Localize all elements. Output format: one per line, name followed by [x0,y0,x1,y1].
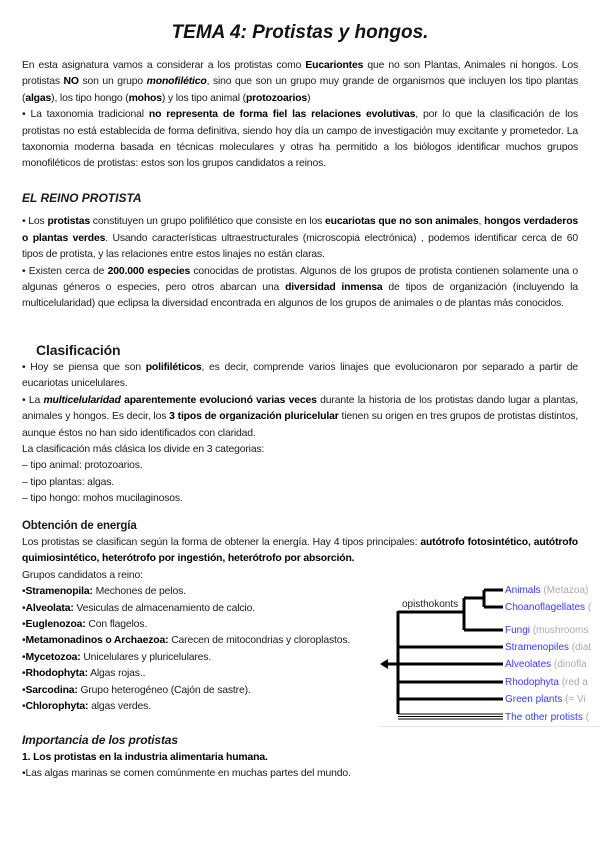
text: • [22,684,26,696]
bold-text: algas [25,92,52,104]
leaf-note: (mushrooms [530,625,589,636]
bold-text: NO [63,76,79,88]
leaf-note: (diat [568,642,592,653]
paragraph [22,107,578,173]
text: • [22,602,26,614]
reino-body [22,214,578,312]
leaf-link[interactable]: Fungi [505,625,531,636]
paragraph [22,535,578,568]
paragraph [22,393,578,442]
text: En esta asignatura vamos a considerar a los protistas como [22,60,306,71]
tree-leaf[interactable] [505,659,587,670]
paragraph [22,442,578,458]
text: ) [307,92,311,104]
leaf-note: ( [582,712,589,723]
text: ), los tipo hongo ( [51,92,129,104]
text: ) y los tipo animal ( [161,92,246,104]
bold-text: protozoarios [245,92,308,104]
tree-leaf[interactable] [505,585,588,596]
tree-leaves [505,585,592,723]
text: . Usando características ultraestructurales (microscopia electrónica) , podemos identificar cerca de 60 tipos de protista, y las relaciones entre estos linajes no están claras. [22,232,578,261]
tree-svg [378,580,600,726]
bold-text: autótrofo fotosintético, autótrofo quimiosintético, heterótrofo por ingestión, heterótrofo por absorción. [22,537,578,565]
text: • Hoy se piensa que son [22,362,146,373]
root-arrow-icon [380,659,388,669]
bold-text: Alveolata: [25,602,74,614]
paragraph [22,491,578,507]
paragraph [22,214,578,263]
paragraph [22,766,578,782]
text: tienen su origen en tres grupos de protistas distintos, aunque éstos no han sido identificados con claridad. [22,411,579,439]
paragraph [22,360,578,393]
bold-text: monofilético [146,76,207,88]
clasificacion-body [22,360,578,508]
text: , sino que son un grupo muy grande de organismos que incluyen los tipo plantas ( [22,76,578,104]
text: • [22,635,26,647]
section-heading-clasificacion: Clasificación [36,342,121,358]
text: son un grupo [78,76,147,88]
bold-text: eucariotas que no son animales [325,216,479,228]
section-heading-importancia: Importancia de los protistas [22,733,178,747]
leaf-note: (red a [558,677,588,688]
text: Unicelulares y pluricelulares. [80,651,212,663]
text: Algas rojas.. [87,668,146,680]
bold-text: multicelularidad [43,394,121,406]
text: – tipo animal: protozoarios. [22,460,143,472]
bold-text: Sarcodina: [25,684,78,696]
leaf-note: (= Vi [562,694,586,705]
intro-section [22,58,578,173]
bold-text: Euglenozoa: [25,619,86,631]
other-protists-lines [398,714,503,719]
phylogenetic-tree [378,580,600,727]
text: Grupos candidatos a reino: [22,569,143,581]
bold-text: no representa de forma fiel las relaciones evolutivas [148,109,416,121]
tree-leaf[interactable] [505,677,588,688]
paragraph [22,475,578,491]
importancia-section [22,730,578,783]
bold-text: Stramenopila: [25,586,93,598]
text: • Los [22,216,48,228]
text: • [22,701,26,713]
text: Vesiculas de almacenamiento de calcio. [73,602,255,614]
bold-text: diversidad inmensa [285,282,383,294]
text: Grupo heterogéneo (Cajón de sastre). [77,684,251,696]
text: • La taxonomia tradicional [22,109,149,121]
bold-text: Rhodophyta: [25,668,88,680]
paragraph [22,750,578,766]
text: Carecen de mitocondrias y cloroplastos. [168,635,351,647]
leaf-note: (dinofla [551,659,587,670]
text: , es decir, comprende varios linajes que evolucionaron por separado a partir de eucariotas unicelulares. [22,362,578,390]
leaf-note: (Metazoa) [540,585,589,596]
bold-text: hongos verdaderos o plantas verdes [22,216,579,244]
bold-text: Chlorophyta: [25,701,89,713]
text: de tipos de organización (incluyendo la multicelularidad) que eclipsa la diversidad encontrada en algunos de los grupos de animales o de plantas más conocidos. [22,282,578,310]
section-heading-energia: Obtención de energía [22,520,137,532]
bold-text: polifiléticos [145,362,202,373]
text: – tipo plantas: algas. [22,476,115,488]
text: Mechones de pelos. [92,586,186,598]
leaf-link[interactable]: Stramenopiles [505,642,569,653]
paragraph [22,264,578,313]
text: Con flagelos. [85,619,148,631]
leaf-link[interactable]: Choanoflagellates [505,602,586,613]
clade-label: opisthokonts [402,599,459,610]
tree-leaf[interactable] [505,602,592,613]
reino-section [22,190,578,313]
page-title: TEMA 4: Protistas y hongos. [171,22,429,43]
leaf-link[interactable]: Rhodophyta [505,677,559,688]
text: , [478,216,485,228]
bold-text: Mycetozoa: [25,651,81,663]
text: que no son Plantas, Animales ni hongos. Los protistas [22,60,578,88]
leaf-link[interactable]: Animals [505,585,541,596]
paragraph [22,458,578,474]
bold-text: 3 tipos de organización pluricelular [169,411,339,423]
clasificacion-section [22,340,578,508]
leaf-link[interactable]: The other protists [505,712,583,723]
text: • [22,668,26,680]
text: conocidas de protistas. Algunos de los grupos de protista contienen solamente una o algunas géneros o especies, pero otros abarcan una [22,265,578,294]
text: • [22,586,26,598]
tree-leaf[interactable] [505,712,590,723]
importancia-body [22,750,578,783]
bold-text: mohos [128,92,162,104]
bold-text: Eucariontes [305,60,364,71]
text: – tipo hongo: mohos mucilaginosos. [22,493,183,505]
text: La clasificación más clásica los divide en 3 categorias: [22,444,265,456]
paragraph [22,58,578,107]
text: •Las algas marinas se comen comúnmente en muchas partes del mundo. [22,768,351,780]
bold-text: aparentemente evolucionó varias veces [124,394,317,406]
bold-text: protistas [47,216,90,228]
leaf-note: ( [585,602,592,613]
text: , por lo que la clasificación de los protistas no está establecida de forma definitiva, siendo hoy día un campo de investigación muy excitante y prometedor. La taxonomia moderna basada en técnicas moleculares y otras ha permitido a los biólogos identificar muchos grupos monofiléticos de protistas: estos son los grupos candidatos a reinos. [22,109,578,170]
bold-text: Metamonadinos o Archaezoa: [25,635,169,647]
tree-leaf[interactable] [505,694,586,705]
text: • [22,651,26,663]
tree-leaf[interactable] [505,642,591,653]
tree-leaf[interactable] [505,625,588,636]
leaf-link[interactable]: Alveolates [505,659,552,670]
section-heading-reino: EL REINO PROTISTA [22,191,142,205]
text: • La [22,394,44,406]
text: • Existen cerca de [22,265,108,277]
bold-text: 1. Los protistas en la industria alimentaria humana. [22,752,268,763]
leaf-link[interactable]: Green plants [505,694,563,705]
bold-text: 200.000 especies [107,265,191,277]
text: Los protistas se clasifican según la forma de obtener la energía. Hay 4 tipos principales: [22,537,421,548]
text: constituyen un grupo polifilético que consiste en los [89,216,326,228]
text: durante la historia de los protistas dando lugar a plantas, animales y hongos. Es decir, los [22,394,578,423]
text: algas verdes. [88,701,151,713]
text: • [22,619,26,631]
